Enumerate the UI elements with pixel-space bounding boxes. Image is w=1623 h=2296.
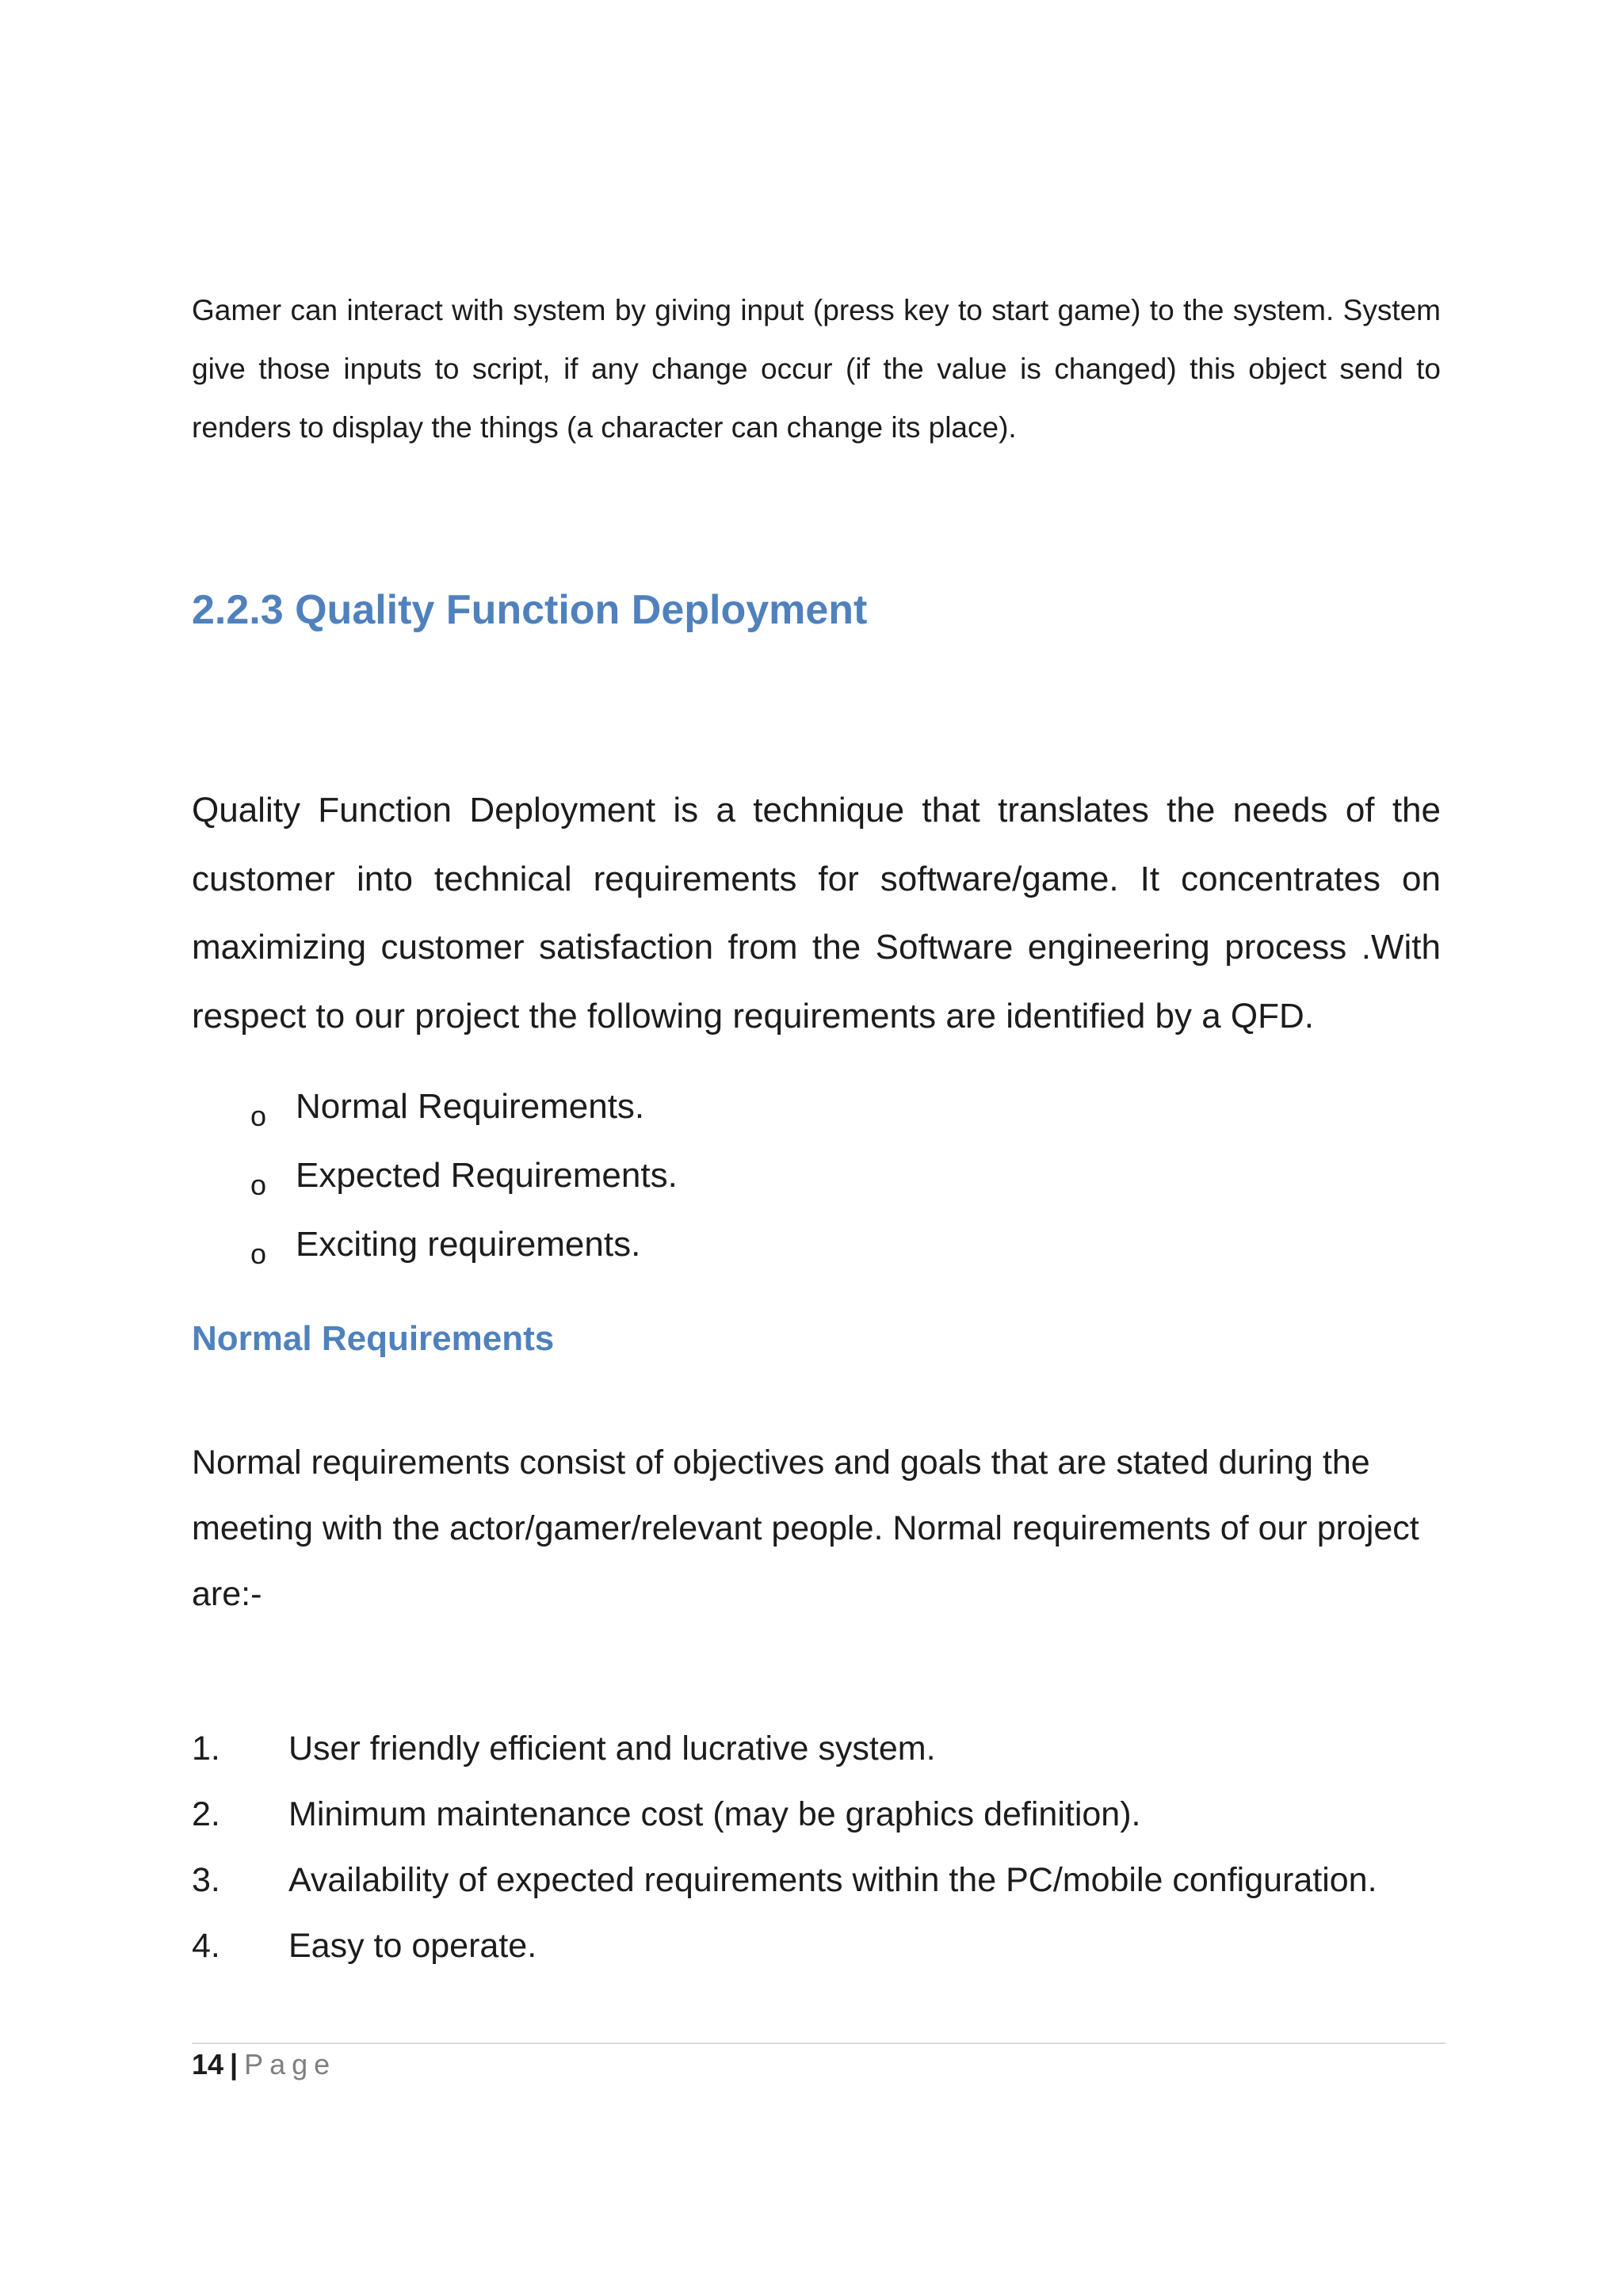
list-item-text: User friendly efficient and lucrative system. [288, 1730, 936, 1768]
bullet-item-label: Normal Requirements. [296, 1087, 645, 1126]
page-number: 14 [192, 2048, 224, 2081]
bullet-item [250, 1079, 678, 1148]
bullet-item-label: Exciting requirements. [296, 1225, 641, 1264]
list-item [192, 1852, 1441, 1918]
requirements-bullet-list [250, 1079, 678, 1286]
intro-paragraph: Gamer can interact with system by giving input (press key to start game) to the system. System give those inputs to script, if any change occur (if the value is changed) this object send to renders to display the things (a character can change its place). [192, 294, 1441, 444]
normal-requirements-list [192, 1721, 1441, 1984]
bullet-item [250, 1217, 678, 1286]
list-item-text: Availability of expected requirements within the PC/mobile configuration. [288, 1861, 1377, 1899]
list-item-number: 4. [192, 1927, 220, 1965]
qfd-paragraph: Quality Function Deployment is a technique that translates the needs of the customer into technical requirements for software/game. It concentrates on maximizing customer satisfaction from the Software engineering process .With respect to our project the following requirements are identified by a QFD. [192, 791, 1441, 1035]
list-item-text: Minimum maintenance cost (may be graphics definition). [288, 1795, 1141, 1833]
list-item-number: 3. [192, 1861, 220, 1899]
section-heading: 2.2.3 Quality Function Deployment [192, 587, 868, 633]
subsection-heading: Normal Requirements [192, 1319, 555, 1358]
hollow-bullet-icon: o [250, 1100, 267, 1132]
list-item-number: 1. [192, 1730, 220, 1768]
list-item [192, 1787, 1441, 1852]
list-item [192, 1918, 1441, 1984]
list-item-number: 2. [192, 1795, 220, 1833]
bullet-item [250, 1148, 678, 1217]
page-footer [192, 2044, 336, 2085]
page-label: Page [244, 2048, 337, 2081]
normal-requirements-paragraph: Normal requirements consist of objectives and goals that are stated during the meeting with the actor/gamer/relevant people. Normal requirements of our project are:- [192, 1444, 1419, 1613]
footer-divider [192, 2042, 1445, 2044]
list-item [192, 1721, 1441, 1787]
bullet-item-label: Expected Requirements. [296, 1156, 678, 1195]
hollow-bullet-icon: o [250, 1238, 267, 1270]
list-item-text: Easy to operate. [288, 1927, 537, 1965]
footer-separator: | [230, 2048, 239, 2081]
hollow-bullet-icon: o [250, 1169, 267, 1201]
